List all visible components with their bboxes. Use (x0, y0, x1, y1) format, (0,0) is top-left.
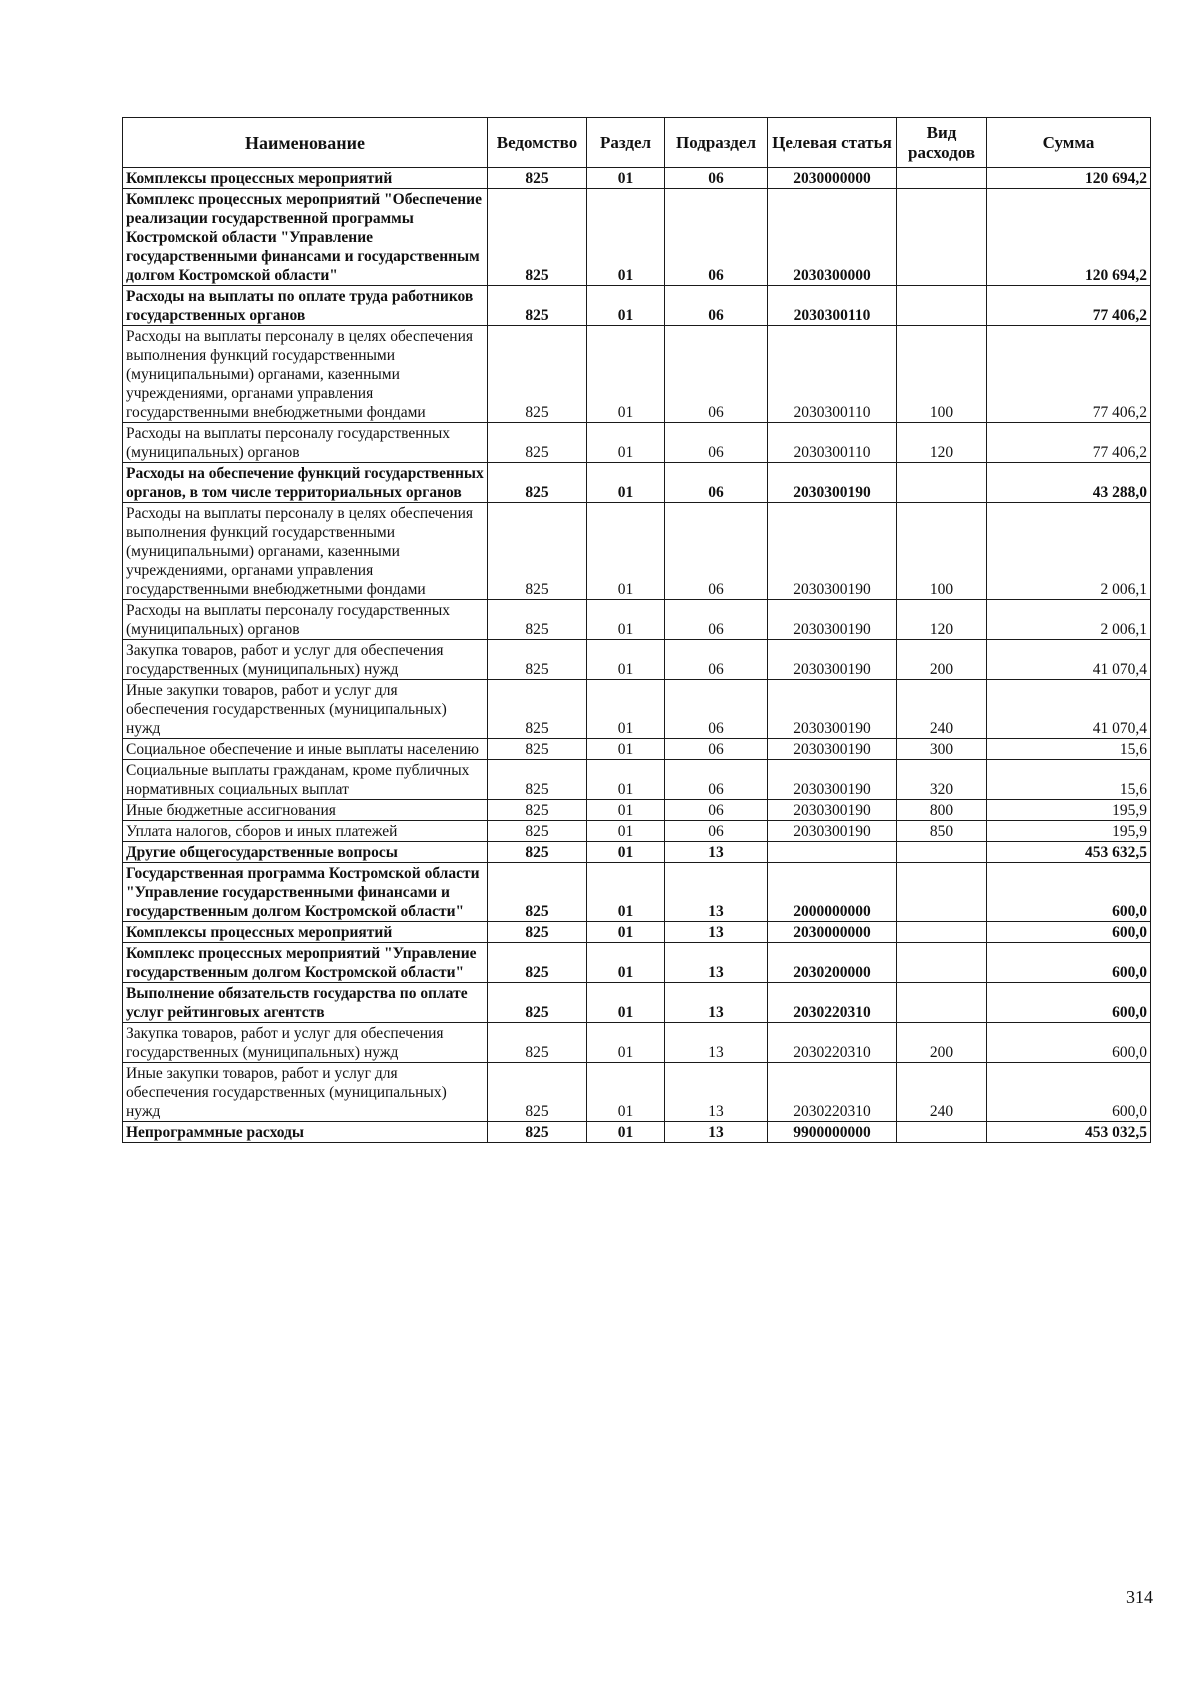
budget-table (122, 117, 1151, 1143)
cell-sum: 600,0 (987, 1023, 1151, 1063)
cell-name: Иные закупки товаров, работ и услуг для обеспечения государственных (муниципальных) нужд (123, 680, 488, 739)
cell-sum: 453 032,5 (987, 1122, 1151, 1143)
table-row (123, 286, 1151, 326)
cell-razdel: 01 (587, 286, 665, 326)
table-row (123, 800, 1151, 821)
cell-sum: 77 406,2 (987, 326, 1151, 423)
table-row (123, 463, 1151, 503)
cell-podrazdel: 13 (665, 863, 768, 922)
cell-podrazdel: 13 (665, 1023, 768, 1063)
cell-razdel: 01 (587, 821, 665, 842)
cell-name: Расходы на выплаты персоналу в целях обеспечения выполнения функций государственными (муниципальными) органами, казенными учреждениями, органами управления государственными внебюджетными фондами (123, 503, 488, 600)
cell-target-article: 2030200000 (768, 943, 897, 983)
page-number: 314 (1126, 1587, 1153, 1607)
cell-expense-type: 100 (897, 503, 987, 600)
cell-sum: 77 406,2 (987, 286, 1151, 326)
cell-name: Социальные выплаты гражданам, кроме публичных нормативных социальных выплат (123, 760, 488, 800)
cell-expense-type: 200 (897, 640, 987, 680)
cell-sum: 41 070,4 (987, 640, 1151, 680)
cell-razdel: 01 (587, 922, 665, 943)
cell-vedomstvo: 825 (488, 739, 587, 760)
cell-razdel: 01 (587, 1063, 665, 1122)
cell-target-article: 2030300190 (768, 463, 897, 503)
cell-target-article: 2030000000 (768, 168, 897, 189)
cell-vedomstvo: 825 (488, 842, 587, 863)
table-row (123, 863, 1151, 922)
cell-target-article: 2030220310 (768, 1063, 897, 1122)
cell-vedomstvo: 825 (488, 943, 587, 983)
cell-podrazdel: 06 (665, 640, 768, 680)
cell-razdel: 01 (587, 943, 665, 983)
cell-vedomstvo: 825 (488, 600, 587, 640)
table-row (123, 680, 1151, 739)
cell-sum: 77 406,2 (987, 423, 1151, 463)
cell-expense-type (897, 863, 987, 922)
cell-name: Комплекс процессных мероприятий "Управление государственным долгом Костромской области" (123, 943, 488, 983)
cell-podrazdel: 06 (665, 600, 768, 640)
cell-sum: 453 632,5 (987, 842, 1151, 863)
cell-podrazdel: 06 (665, 463, 768, 503)
cell-sum: 2 006,1 (987, 600, 1151, 640)
header-vedomstvo: Ведомство (488, 118, 587, 168)
cell-expense-type (897, 286, 987, 326)
cell-podrazdel: 06 (665, 821, 768, 842)
table-row (123, 983, 1151, 1023)
cell-vedomstvo: 825 (488, 189, 587, 286)
cell-name: Другие общегосударственные вопросы (123, 842, 488, 863)
cell-razdel: 01 (587, 739, 665, 760)
cell-sum: 15,6 (987, 739, 1151, 760)
cell-name: Закупка товаров, работ и услуг для обеспечения государственных (муниципальных) нужд (123, 640, 488, 680)
cell-vedomstvo: 825 (488, 1063, 587, 1122)
cell-sum: 600,0 (987, 1063, 1151, 1122)
cell-target-article: 2030300000 (768, 189, 897, 286)
cell-name: Комплекс процессных мероприятий "Обеспечение реализации государственной программы Костромской области "Управление государственными финансами и государственным долгом Костромской области" (123, 189, 488, 286)
cell-expense-type (897, 189, 987, 286)
cell-name: Непрограммные расходы (123, 1122, 488, 1143)
cell-podrazdel: 06 (665, 423, 768, 463)
cell-sum: 41 070,4 (987, 680, 1151, 739)
cell-name: Социальное обеспечение и иные выплаты населению (123, 739, 488, 760)
cell-sum: 120 694,2 (987, 189, 1151, 286)
cell-name: Расходы на выплаты персоналу государственных (муниципальных) органов (123, 423, 488, 463)
cell-expense-type: 100 (897, 326, 987, 423)
table-row (123, 168, 1151, 189)
table-row (123, 503, 1151, 600)
cell-sum: 600,0 (987, 922, 1151, 943)
cell-sum: 43 288,0 (987, 463, 1151, 503)
table-row (123, 1063, 1151, 1122)
table-row (123, 326, 1151, 423)
cell-vedomstvo: 825 (488, 503, 587, 600)
table-row (123, 423, 1151, 463)
cell-name: Комплексы процессных мероприятий (123, 922, 488, 943)
cell-target-article: 2030300110 (768, 423, 897, 463)
cell-name: Расходы на выплаты по оплате труда работников государственных органов (123, 286, 488, 326)
cell-target-article: 2030300190 (768, 600, 897, 640)
cell-target-article: 2030300190 (768, 760, 897, 800)
cell-vedomstvo: 825 (488, 821, 587, 842)
cell-podrazdel: 13 (665, 922, 768, 943)
header-sum: Сумма (987, 118, 1151, 168)
cell-razdel: 01 (587, 640, 665, 680)
cell-razdel: 01 (587, 463, 665, 503)
cell-expense-type (897, 842, 987, 863)
cell-target-article: 2030300190 (768, 800, 897, 821)
cell-podrazdel: 06 (665, 326, 768, 423)
cell-target-article: 2030300190 (768, 680, 897, 739)
header-razdel: Раздел (587, 118, 665, 168)
cell-name: Комплексы процессных мероприятий (123, 168, 488, 189)
header-expense-type: Вид расходов (897, 118, 987, 168)
cell-sum: 2 006,1 (987, 503, 1151, 600)
cell-expense-type: 200 (897, 1023, 987, 1063)
cell-vedomstvo: 825 (488, 922, 587, 943)
cell-sum: 600,0 (987, 943, 1151, 983)
cell-podrazdel: 13 (665, 1122, 768, 1143)
cell-vedomstvo: 825 (488, 983, 587, 1023)
cell-vedomstvo: 825 (488, 863, 587, 922)
cell-name: Расходы на обеспечение функций государственных органов, в том числе территориальных органов (123, 463, 488, 503)
cell-podrazdel: 06 (665, 189, 768, 286)
cell-sum: 15,6 (987, 760, 1151, 800)
cell-name: Закупка товаров, работ и услуг для обеспечения государственных (муниципальных) нужд (123, 1023, 488, 1063)
cell-expense-type: 300 (897, 739, 987, 760)
table-row (123, 760, 1151, 800)
cell-name: Иные бюджетные ассигнования (123, 800, 488, 821)
cell-expense-type: 120 (897, 600, 987, 640)
cell-target-article: 2030300190 (768, 503, 897, 600)
cell-name: Выполнение обязательств государства по оплате услуг рейтинговых агентств (123, 983, 488, 1023)
table-body (123, 168, 1151, 1143)
cell-vedomstvo: 825 (488, 680, 587, 739)
cell-target-article: 2030300110 (768, 326, 897, 423)
cell-podrazdel: 06 (665, 168, 768, 189)
cell-expense-type: 240 (897, 680, 987, 739)
cell-vedomstvo: 825 (488, 640, 587, 680)
table-row (123, 1122, 1151, 1143)
cell-razdel: 01 (587, 983, 665, 1023)
cell-name: Государственная программа Костромской области "Управление государственными финансами и государственным долгом Костромской области" (123, 863, 488, 922)
cell-podrazdel: 13 (665, 842, 768, 863)
cell-podrazdel: 06 (665, 680, 768, 739)
cell-razdel: 01 (587, 680, 665, 739)
table-row (123, 640, 1151, 680)
cell-podrazdel: 06 (665, 739, 768, 760)
cell-sum: 600,0 (987, 983, 1151, 1023)
cell-target-article: 2030300190 (768, 821, 897, 842)
table-row (123, 821, 1151, 842)
cell-razdel: 01 (587, 863, 665, 922)
cell-sum: 600,0 (987, 863, 1151, 922)
cell-podrazdel: 13 (665, 983, 768, 1023)
cell-name: Расходы на выплаты персоналу государственных (муниципальных) органов (123, 600, 488, 640)
cell-target-article: 2030220310 (768, 983, 897, 1023)
cell-razdel: 01 (587, 326, 665, 423)
cell-razdel: 01 (587, 1023, 665, 1063)
cell-razdel: 01 (587, 600, 665, 640)
cell-razdel: 01 (587, 189, 665, 286)
cell-razdel: 01 (587, 423, 665, 463)
cell-vedomstvo: 825 (488, 463, 587, 503)
table-row (123, 1023, 1151, 1063)
cell-target-article: 2030300190 (768, 739, 897, 760)
table-row (123, 842, 1151, 863)
cell-vedomstvo: 825 (488, 800, 587, 821)
table-row (123, 189, 1151, 286)
cell-podrazdel: 06 (665, 503, 768, 600)
cell-sum: 195,9 (987, 821, 1151, 842)
cell-vedomstvo: 825 (488, 326, 587, 423)
cell-vedomstvo: 825 (488, 168, 587, 189)
cell-target-article: 2030000000 (768, 922, 897, 943)
cell-podrazdel: 06 (665, 760, 768, 800)
cell-expense-type (897, 943, 987, 983)
cell-expense-type (897, 1122, 987, 1143)
table-row (123, 922, 1151, 943)
header-target-article: Целевая статья (768, 118, 897, 168)
cell-expense-type (897, 168, 987, 189)
cell-name: Уплата налогов, сборов и иных платежей (123, 821, 488, 842)
cell-expense-type: 320 (897, 760, 987, 800)
cell-expense-type (897, 983, 987, 1023)
table-row (123, 600, 1151, 640)
header-podrazdel: Подраздел (665, 118, 768, 168)
cell-target-article: 2000000000 (768, 863, 897, 922)
cell-vedomstvo: 825 (488, 286, 587, 326)
cell-target-article: 9900000000 (768, 1122, 897, 1143)
cell-target-article: 2030300190 (768, 640, 897, 680)
cell-razdel: 01 (587, 760, 665, 800)
table-header-row (123, 118, 1151, 168)
cell-razdel: 01 (587, 800, 665, 821)
cell-vedomstvo: 825 (488, 423, 587, 463)
table-row (123, 943, 1151, 983)
cell-name: Иные закупки товаров, работ и услуг для обеспечения государственных (муниципальных) нужд (123, 1063, 488, 1122)
cell-podrazdel: 06 (665, 286, 768, 326)
cell-expense-type (897, 463, 987, 503)
cell-expense-type: 800 (897, 800, 987, 821)
cell-razdel: 01 (587, 842, 665, 863)
cell-name: Расходы на выплаты персоналу в целях обеспечения выполнения функций государственными (муниципальными) органами, казенными учреждениями, органами управления государственными внебюджетными фондами (123, 326, 488, 423)
cell-podrazdel: 06 (665, 800, 768, 821)
cell-razdel: 01 (587, 1122, 665, 1143)
cell-razdel: 01 (587, 168, 665, 189)
cell-razdel: 01 (587, 503, 665, 600)
cell-vedomstvo: 825 (488, 1023, 587, 1063)
cell-expense-type: 120 (897, 423, 987, 463)
header-name: Наименование (123, 118, 488, 168)
cell-target-article: 2030300110 (768, 286, 897, 326)
cell-expense-type: 850 (897, 821, 987, 842)
cell-sum: 120 694,2 (987, 168, 1151, 189)
cell-vedomstvo: 825 (488, 1122, 587, 1143)
cell-target-article: 2030220310 (768, 1023, 897, 1063)
table-row (123, 739, 1151, 760)
cell-podrazdel: 13 (665, 943, 768, 983)
cell-sum: 195,9 (987, 800, 1151, 821)
cell-vedomstvo: 825 (488, 760, 587, 800)
cell-target-article (768, 842, 897, 863)
cell-podrazdel: 13 (665, 1063, 768, 1122)
cell-expense-type (897, 922, 987, 943)
cell-expense-type: 240 (897, 1063, 987, 1122)
